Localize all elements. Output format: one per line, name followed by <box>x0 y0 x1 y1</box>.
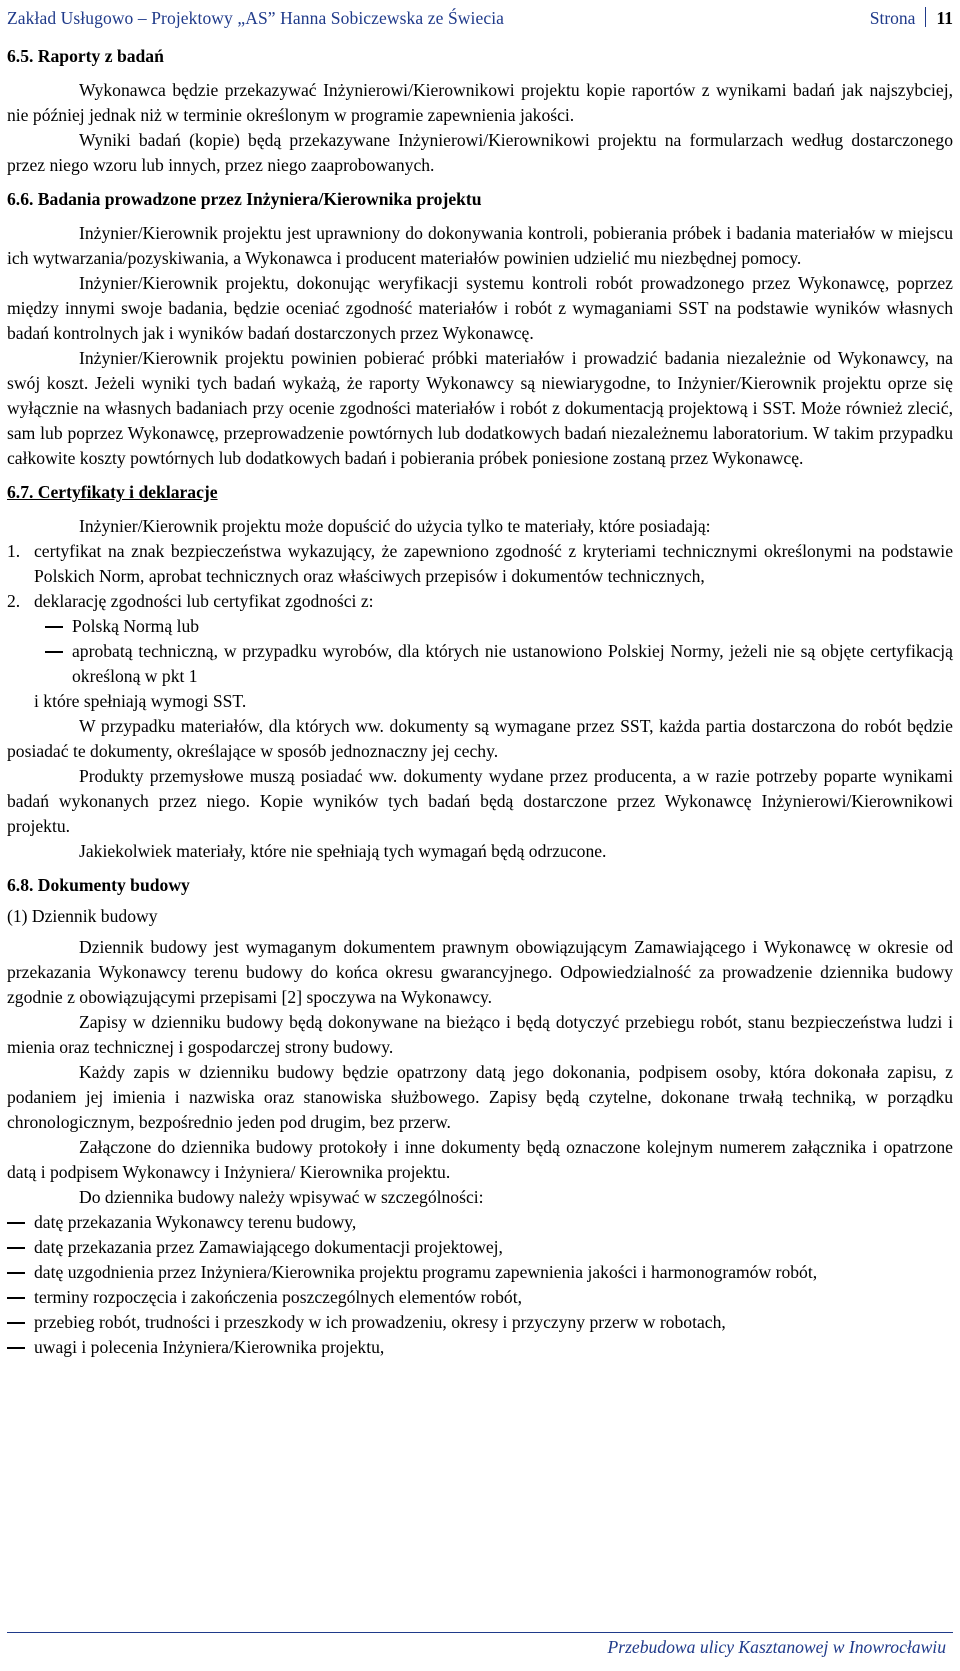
section-6-5-title: 6.5. Raporty z badań <box>7 46 164 66</box>
s66-paragraph: Inżynier/Kierownik projektu powinien pobierać próbki materiałów i prowadzić badania niezależnie od Wykonawcy, na swój koszt. Jeżeli wyniki tych badań wykażą, że raporty Wykonawcy są niewiarygodne, to Inżynier/Kierownik projektu oprze się wyłącznie na własnych badaniach przy ocenie zgodności materiałów i robót z dokumentacją projektową i SST. Może również zlecić, sam lub poprzez Wykonawcę, przeprowadzenie powtórnych lub dodatkowych badań niezależnemu laboratorium. W takim przypadku całkowite koszty powtórnych lub dodatkowych badań i pobierania próbek poniesione zostaną przez Wykonawcę. <box>7 348 953 468</box>
list-item: uwagi i polecenia Inżyniera/Kierownika projektu, <box>7 1335 953 1360</box>
s65-paragraph: Wyniki badań (kopie) będą przekazywane Inżynierowi/Kierownikowi projektu na formularzach według dostarczonego przez niego wzoru lub innych, przez niego zaaprobowanych. <box>7 130 953 175</box>
footer-divider <box>7 1632 953 1633</box>
page-header <box>7 4 953 34</box>
s67-tail: i które spełniają wymogi SST. <box>34 691 247 711</box>
s67-paragraph: W przypadku materiałów, dla których ww. dokumenty są wymagane przez SST, każda partia dostarczona do robót będzie posiadać te dokumenty, określające w sposób jednoznaczny jej cechy. <box>7 716 953 761</box>
s68-paragraph: Każdy zapis w dzienniku budowy będzie opatrzony datą jego dokonania, podpisem osoby, która dokonała zapisu, z podaniem jej imienia i nazwiska oraz stanowiska służbowego. Zapisy będą czytelne, dokonane trwałą techniką, w porządku chronologicznym, bezpośrednio jeden pod drugim, bez przerw. <box>7 1062 953 1132</box>
s67-paragraph: Produkty przemysłowe muszą posiadać ww. dokumenty wydane przez producenta, a w razie potrzeby poparte wynikami badań wykonanych przez niego. Kopie wyników tych badań będą dostarczone przez Wykonawcę Inżynierowi/Kierownikowi projektu. <box>7 766 953 836</box>
header-separator <box>925 7 926 27</box>
section-6-7-title: 6.7. Certyfikaty i deklaracje <box>7 482 218 502</box>
header-page-info <box>870 4 953 29</box>
s65-paragraph: Wykonawca będzie przekazywać Inżynierowi/Kierownikowi projektu kopie raportów z wynikami badań jak najszybciej, nie później jednak niż w terminie określonym w programie zapewnienia jakości. <box>7 80 953 125</box>
s68-paragraph: Dziennik budowy jest wymaganym dokumentem prawnym obowiązującym Zamawiającego i Wykonawcę w okresie od przekazania Wykonawcy terenu budowy do końca okresu gwarancyjnego. Odpowiedzialność za prowadzenie dziennika budowy zgodnie z obowiązującymi przepisami [2] spoczywa na Wykonawcy. <box>7 937 953 1007</box>
list-item: datę przekazania przez Zamawiającego dokumentacji projektowej, <box>7 1235 953 1260</box>
list-item: przebieg robót, trudności i przeszkody w ich prowadzeniu, okresy i przyczyny przerw w robotach, <box>7 1310 953 1335</box>
list-item: datę uzgodnienia przez Inżyniera/Kierownika projektu programu zapewnienia jakości i harmonogramów robót, <box>7 1260 953 1285</box>
section-6-6-title: 6.6. Badania prowadzone przez Inżyniera/Kierownika projektu <box>7 189 482 209</box>
section-6-8-title: 6.8. Dokumenty budowy <box>7 875 190 895</box>
s67-sub-list <box>7 614 953 689</box>
header-company: Zakład Usługowo – Projektowy „AS” Hanna Sobiczewska ze Świecia <box>7 8 505 28</box>
s68-subheading: (1) Dziennik budowy <box>7 906 158 926</box>
s66-paragraph: Inżynier/Kierownik projektu jest uprawniony do dokonywania kontroli, pobierania próbek i badania materiałów w miejscu ich wytwarzania/pozyskiwania, a Wykonawca i producent materiałów powinien udzielić mu niezbędnej pomocy. <box>7 223 953 268</box>
page-footer: Przebudowa ulicy Kasztanowej w Inowrocławiu <box>607 1637 946 1657</box>
s67-numbered-list <box>7 539 953 614</box>
list-item: 2. deklarację zgodności lub certyfikat zgodności z: <box>7 591 374 611</box>
s68-dash-list <box>7 1210 953 1360</box>
list-item: Polską Normą lub <box>7 614 953 639</box>
list-item: 1. certyfikat na znak bezpieczeństwa wykazujący, że zapewniono zgodność z kryteriami technicznymi określonymi na podstawie Polskich Norm, aprobat technicznych oraz właściwych przepisów i dokumentów technicznych, <box>7 541 953 586</box>
s67-intro: Inżynier/Kierownik projektu może dopuścić do użycia tylko te materiały, które posiadają: <box>79 516 711 536</box>
s66-paragraph: Inżynier/Kierownik projektu, dokonując weryfikacji systemu kontroli robót prowadzonego przez Wykonawcę, poprzez między innymi swoje badania, będzie oceniać zgodność materiałów i robót z wymaganiami SST na podstawie wyników własnych badań kontrolnych jak i wyników badań dostarczonych przez Wykonawcę. <box>7 273 953 343</box>
list-item: aprobatą techniczną, w przypadku wyrobów, dla których nie ustanowiono Polskiej Normy, jeżeli nie są objęte certyfikacją określoną w pkt 1 <box>7 639 953 689</box>
list-item: terminy rozpoczęcia i zakończenia poszczególnych elementów robót, <box>7 1285 953 1310</box>
document-body <box>7 44 953 1360</box>
list-item: datę przekazania Wykonawcy terenu budowy, <box>7 1210 953 1235</box>
header-page-number: 11 <box>936 8 953 28</box>
s68-paragraph: Do dziennika budowy należy wpisywać w szczególności: <box>79 1187 484 1207</box>
s68-paragraph: Zapisy w dzienniku budowy będą dokonywane na bieżąco i będą dotyczyć przebiegu robót, stanu bezpieczeństwa ludzi i mienia oraz technicznej i gospodarczej strony budowy. <box>7 1012 953 1057</box>
header-page-label: Strona <box>869 8 916 28</box>
s68-paragraph: Załączone do dziennika budowy protokoły i inne dokumenty będą oznaczone kolejnym numerem załącznika i opatrzone datą i podpisem Wykonawcy i Inżyniera/ Kierownika projektu. <box>7 1137 953 1182</box>
s67-paragraph: Jakiekolwiek materiały, które nie spełniają tych wymagań będą odrzucone. <box>79 841 607 861</box>
